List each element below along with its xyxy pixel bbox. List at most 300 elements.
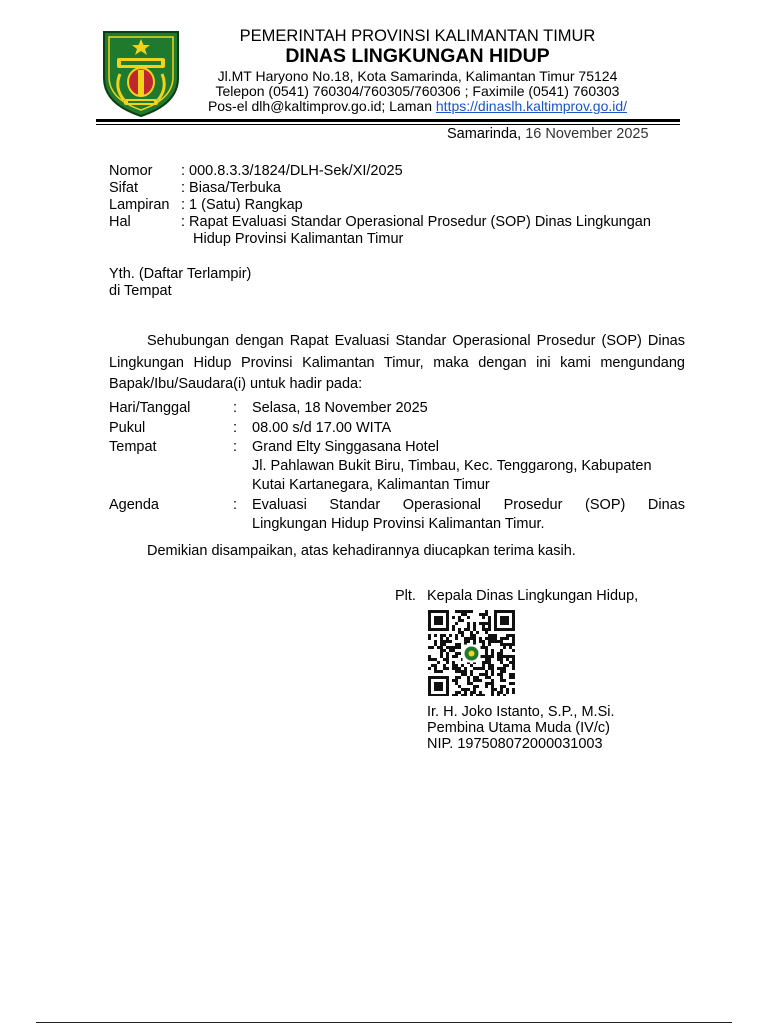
qr-module bbox=[488, 667, 491, 670]
qr-module bbox=[497, 658, 500, 661]
qr-module bbox=[500, 670, 503, 673]
qr-module bbox=[488, 625, 491, 628]
qr-module bbox=[428, 658, 431, 661]
qr-module bbox=[458, 646, 461, 649]
qr-module bbox=[464, 688, 467, 691]
qr-module bbox=[452, 655, 455, 658]
qr-module bbox=[443, 640, 446, 643]
qr-module bbox=[494, 634, 497, 637]
qr-module bbox=[512, 634, 515, 637]
qr-module bbox=[491, 640, 494, 643]
qr-module bbox=[476, 694, 479, 696]
qr-module bbox=[434, 667, 437, 670]
qr-module bbox=[455, 652, 458, 655]
qr-module bbox=[512, 664, 515, 667]
qr-module bbox=[485, 673, 488, 676]
qr-module bbox=[479, 673, 482, 676]
qr-module bbox=[470, 673, 473, 676]
qr-module bbox=[473, 688, 476, 691]
qr-module bbox=[470, 670, 473, 673]
qr-module bbox=[488, 676, 491, 679]
qr-module bbox=[476, 685, 479, 688]
qr-module bbox=[443, 658, 446, 661]
qr-module bbox=[476, 679, 479, 682]
qr-module bbox=[452, 664, 455, 667]
qr-module bbox=[455, 667, 458, 670]
qr-module bbox=[479, 694, 482, 696]
qr-module bbox=[455, 679, 458, 682]
qr-module bbox=[500, 658, 503, 661]
qr-module bbox=[488, 658, 491, 661]
qr-module bbox=[455, 646, 458, 649]
qr-module bbox=[434, 664, 437, 667]
signatory-name: Ir. H. Joko Istanto, S.P., M.Si. bbox=[427, 704, 615, 720]
qr-module bbox=[491, 685, 494, 688]
qr-module bbox=[509, 682, 512, 685]
recipient-line2: di Tempat bbox=[109, 283, 172, 299]
sifat-value: : Biasa/Terbuka bbox=[181, 180, 281, 196]
qr-module bbox=[461, 634, 464, 637]
qr-module bbox=[464, 673, 467, 676]
qr-module bbox=[467, 622, 470, 625]
qr-module bbox=[446, 667, 449, 670]
qr-module bbox=[512, 691, 515, 694]
signatory-nip: NIP. 197508072000031003 bbox=[427, 736, 603, 752]
qr-module bbox=[485, 622, 488, 625]
qr-module bbox=[467, 628, 470, 631]
qr-module bbox=[509, 634, 512, 637]
qr-finder bbox=[434, 682, 443, 691]
qr-module bbox=[488, 634, 491, 637]
qr-module bbox=[491, 694, 494, 696]
qr-module bbox=[464, 637, 467, 640]
qr-module bbox=[479, 613, 482, 616]
qr-module bbox=[482, 616, 485, 619]
qr-module bbox=[485, 646, 488, 649]
qr-module bbox=[455, 655, 458, 658]
qr-module bbox=[482, 622, 485, 625]
qr-module bbox=[449, 646, 452, 649]
nomor-value: : 000.8.3.3/1824/DLH-Sek/XI/2025 bbox=[181, 163, 403, 179]
qr-module bbox=[437, 661, 440, 664]
qr-module bbox=[467, 625, 470, 628]
nomor-label: Nomor bbox=[109, 163, 153, 179]
qr-module bbox=[464, 613, 467, 616]
qr-module bbox=[485, 652, 488, 655]
tempat-label: Tempat bbox=[109, 439, 157, 455]
qr-module bbox=[461, 631, 464, 634]
qr-module bbox=[497, 691, 500, 694]
qr-module bbox=[440, 640, 443, 643]
qr-module bbox=[497, 640, 500, 643]
qr-module bbox=[458, 619, 461, 622]
qr-module bbox=[449, 649, 452, 652]
qr-module bbox=[482, 643, 485, 646]
letterhead-government: PEMERINTAH PROVINSI KALIMANTAN TIMUR bbox=[239, 27, 596, 45]
qr-module bbox=[491, 688, 494, 691]
qr-module bbox=[485, 682, 488, 685]
qr-module bbox=[482, 661, 485, 664]
qr-module bbox=[482, 694, 485, 696]
qr-module bbox=[473, 685, 476, 688]
letterhead-contact bbox=[190, 98, 645, 114]
pukul-colon: : bbox=[233, 420, 238, 436]
qr-module bbox=[491, 679, 494, 682]
qr-module bbox=[458, 631, 461, 634]
qr-module bbox=[440, 655, 443, 658]
qr-module bbox=[485, 649, 488, 652]
qr-module bbox=[452, 625, 455, 628]
qr-module bbox=[500, 688, 503, 691]
qr-module bbox=[488, 640, 491, 643]
date-value: 16 November 2025 bbox=[525, 126, 649, 142]
qr-module bbox=[506, 643, 509, 646]
qr-module bbox=[506, 637, 509, 640]
qr-module bbox=[461, 610, 464, 613]
qr-module bbox=[482, 613, 485, 616]
qr-module bbox=[473, 691, 476, 694]
qr-module bbox=[449, 634, 452, 637]
website-link[interactable]: https://dinaslh.kaltimprov.go.id/ bbox=[435, 98, 628, 114]
qr-module bbox=[491, 634, 494, 637]
qr-module bbox=[488, 664, 491, 667]
qr-module bbox=[482, 640, 485, 643]
qr-module bbox=[509, 676, 512, 679]
agenda-colon: : bbox=[233, 497, 238, 513]
qr-module bbox=[488, 682, 491, 685]
qr-module bbox=[434, 670, 437, 673]
qr-module bbox=[497, 652, 500, 655]
qr-module bbox=[485, 628, 488, 631]
qr-module bbox=[485, 676, 488, 679]
date-city: Samarinda, bbox=[447, 126, 522, 142]
qr-module bbox=[485, 631, 488, 634]
qr-module bbox=[494, 637, 497, 640]
qr-module bbox=[506, 655, 509, 658]
qr-module bbox=[452, 649, 455, 652]
qr-module bbox=[455, 694, 458, 696]
qr-module bbox=[473, 625, 476, 628]
qr-module bbox=[503, 694, 506, 696]
qr-module bbox=[482, 628, 485, 631]
qr-module bbox=[440, 637, 443, 640]
signature-prefix: Plt. bbox=[395, 588, 416, 604]
qr-module bbox=[491, 664, 494, 667]
qr-module bbox=[500, 691, 503, 694]
qr-module bbox=[470, 664, 473, 667]
qr-module bbox=[467, 616, 470, 619]
qr-module bbox=[500, 673, 503, 676]
hari-tanggal-label: Hari/Tanggal bbox=[109, 400, 191, 416]
qr-module bbox=[434, 640, 437, 643]
qr-module bbox=[455, 676, 458, 679]
qr-module bbox=[467, 676, 470, 679]
qr-module bbox=[503, 670, 506, 673]
qr-module bbox=[476, 667, 479, 670]
qr-module bbox=[488, 619, 491, 622]
qr-module bbox=[488, 637, 491, 640]
qr-module bbox=[434, 634, 437, 637]
qr-module bbox=[491, 637, 494, 640]
qr-module bbox=[458, 616, 461, 619]
qr-module bbox=[467, 640, 470, 643]
qr-module bbox=[497, 655, 500, 658]
qr-module bbox=[455, 670, 458, 673]
letter-date bbox=[447, 126, 649, 142]
qr-module bbox=[500, 676, 503, 679]
qr-module bbox=[485, 661, 488, 664]
qr-module bbox=[485, 685, 488, 688]
qr-module bbox=[452, 661, 455, 664]
kalimantan-timur-crest-logo bbox=[100, 26, 182, 118]
qr-module bbox=[500, 643, 503, 646]
qr-module bbox=[485, 610, 488, 613]
qr-module bbox=[473, 640, 476, 643]
qr-module bbox=[464, 628, 467, 631]
qr-module bbox=[500, 649, 503, 652]
qr-module bbox=[461, 673, 464, 676]
qr-module bbox=[491, 673, 494, 676]
pukul-value: 08.00 s/d 17.00 WITA bbox=[252, 420, 392, 436]
qr-module bbox=[455, 664, 458, 667]
qr-module bbox=[479, 691, 482, 694]
qr-module bbox=[491, 667, 494, 670]
qr-module bbox=[470, 631, 473, 634]
qr-module bbox=[485, 658, 488, 661]
qr-module bbox=[485, 655, 488, 658]
qr-module bbox=[479, 637, 482, 640]
qr-module bbox=[500, 655, 503, 658]
qr-module bbox=[452, 616, 455, 619]
qr-module bbox=[470, 682, 473, 685]
qr-module bbox=[512, 673, 515, 676]
qr-module bbox=[491, 682, 494, 685]
qr-module bbox=[488, 622, 491, 625]
qr-module bbox=[470, 637, 473, 640]
qr-module bbox=[461, 664, 464, 667]
qr-module bbox=[488, 616, 491, 619]
qr-module bbox=[512, 682, 515, 685]
qr-module bbox=[455, 691, 458, 694]
signature-title: Kepala Dinas Lingkungan Hidup, bbox=[427, 588, 639, 604]
qr-module bbox=[467, 610, 470, 613]
qr-module bbox=[428, 667, 431, 670]
qr-module bbox=[461, 694, 464, 696]
qr-module bbox=[512, 667, 515, 670]
qr-module bbox=[473, 637, 476, 640]
qr-module bbox=[473, 679, 476, 682]
qr-module bbox=[452, 646, 455, 649]
qr-module bbox=[467, 679, 470, 682]
qr-module bbox=[506, 691, 509, 694]
qr-module bbox=[506, 634, 509, 637]
qr-module bbox=[431, 658, 434, 661]
qr-module bbox=[446, 655, 449, 658]
qr-module bbox=[437, 646, 440, 649]
letterhead-thick-rule bbox=[96, 119, 680, 122]
qr-module bbox=[431, 646, 434, 649]
qr-module bbox=[479, 679, 482, 682]
qr-module bbox=[440, 643, 443, 646]
qr-module bbox=[467, 682, 470, 685]
qr-module bbox=[458, 652, 461, 655]
qr-module bbox=[437, 670, 440, 673]
letterhead-thin-rule bbox=[96, 124, 680, 125]
qr-module bbox=[464, 610, 467, 613]
qr-module bbox=[446, 640, 449, 643]
qr-module bbox=[431, 664, 434, 667]
qr-module bbox=[506, 664, 509, 667]
signature-qr-code-icon bbox=[428, 610, 518, 696]
qr-module bbox=[455, 637, 458, 640]
agenda-value-line1: Evaluasi Standar Operasional Prosedur (SOP) Dinas bbox=[252, 497, 685, 513]
qr-module bbox=[458, 685, 461, 688]
qr-module bbox=[500, 640, 503, 643]
lampiran-value: : 1 (Satu) Rangkap bbox=[181, 197, 303, 213]
qr-module bbox=[512, 658, 515, 661]
qr-module bbox=[509, 643, 512, 646]
qr-module bbox=[443, 664, 446, 667]
hari-tanggal-value: Selasa, 18 November 2025 bbox=[252, 400, 428, 416]
qr-module bbox=[482, 655, 485, 658]
letterhead-agency: DINAS LINGKUNGAN HIDUP bbox=[285, 45, 550, 67]
qr-module bbox=[512, 655, 515, 658]
qr-module bbox=[446, 652, 449, 655]
qr-module bbox=[500, 679, 503, 682]
qr-module bbox=[440, 670, 443, 673]
qr-module bbox=[476, 676, 479, 679]
qr-module bbox=[440, 649, 443, 652]
qr-module bbox=[500, 652, 503, 655]
letterhead-phone: Telepon (0541) 760304/760305/760306 ; Faximile (0541) 760303 bbox=[215, 83, 620, 99]
sifat-label: Sifat bbox=[109, 180, 139, 196]
qr-module bbox=[467, 637, 470, 640]
qr-module bbox=[482, 667, 485, 670]
qr-module bbox=[512, 640, 515, 643]
qr-module bbox=[452, 628, 455, 631]
qr-module bbox=[491, 652, 494, 655]
qr-module bbox=[458, 643, 461, 646]
qr-module bbox=[428, 634, 431, 637]
qr-module bbox=[506, 688, 509, 691]
qr-module bbox=[473, 676, 476, 679]
qr-module bbox=[485, 670, 488, 673]
signatory-rank: Pembina Utama Muda (IV/c) bbox=[427, 720, 610, 736]
qr-module bbox=[458, 691, 461, 694]
qr-module bbox=[503, 643, 506, 646]
qr-module bbox=[455, 634, 458, 637]
qr-module bbox=[491, 649, 494, 652]
qr-module bbox=[455, 643, 458, 646]
qr-module bbox=[473, 667, 476, 670]
qr-logo-center bbox=[469, 651, 475, 657]
qr-module bbox=[506, 658, 509, 661]
qr-module bbox=[464, 694, 467, 696]
qr-module bbox=[452, 694, 455, 696]
qr-module bbox=[494, 640, 497, 643]
qr-module bbox=[503, 646, 506, 649]
qr-module bbox=[512, 688, 515, 691]
recipient-line1: Yth. (Daftar Terlampir) bbox=[109, 266, 252, 282]
qr-module bbox=[461, 613, 464, 616]
qr-module bbox=[464, 691, 467, 694]
qr-module bbox=[461, 670, 464, 673]
qr-module bbox=[458, 610, 461, 613]
qr-module bbox=[443, 667, 446, 670]
qr-module bbox=[512, 637, 515, 640]
tempat-value-line2: Jl. Pahlawan Bukit Biru, Timbau, Kec. Tenggarong, Kabupaten bbox=[252, 458, 652, 474]
qr-module bbox=[512, 649, 515, 652]
qr-module bbox=[440, 652, 443, 655]
qr-module bbox=[446, 658, 449, 661]
qr-module bbox=[503, 685, 506, 688]
qr-module bbox=[428, 655, 431, 658]
qr-module bbox=[470, 634, 473, 637]
qr-module bbox=[470, 610, 473, 613]
qr-module bbox=[455, 682, 458, 685]
qr-module bbox=[497, 667, 500, 670]
qr-module bbox=[461, 688, 464, 691]
qr-module bbox=[497, 673, 500, 676]
qr-module bbox=[464, 667, 467, 670]
qr-module bbox=[512, 661, 515, 664]
hal-value-line1: : Rapat Evaluasi Standar Operasional Prosedur (SOP) Dinas Lingkungan bbox=[181, 214, 651, 230]
qr-module bbox=[458, 676, 461, 679]
qr-module bbox=[500, 685, 503, 688]
qr-module bbox=[494, 688, 497, 691]
qr-module bbox=[470, 691, 473, 694]
qr-module bbox=[455, 622, 458, 625]
body-paragraph: Sehubungan dengan Rapat Evaluasi Standar Operasional Prosedur (SOP) Dinas Lingkungan Hidup Provinsi Kalimantan Timur, maka dengan ini kami mengundang Bapak/Ibu/Saudara(i) untuk hadir pada: bbox=[109, 333, 685, 392]
qr-module bbox=[443, 649, 446, 652]
qr-module bbox=[509, 661, 512, 664]
qr-module bbox=[509, 673, 512, 676]
qr-finder bbox=[434, 616, 443, 625]
qr-module bbox=[434, 643, 437, 646]
qr-module bbox=[458, 670, 461, 673]
qr-module bbox=[458, 628, 461, 631]
tempat-value-line1: Grand Elty Singgasana Hotel bbox=[252, 439, 439, 455]
qr-module bbox=[434, 658, 437, 661]
agenda-value-line2: Lingkungan Hidup Provinsi Kalimantan Timur. bbox=[252, 516, 545, 532]
hal-label: Hal bbox=[109, 214, 131, 230]
qr-module bbox=[491, 691, 494, 694]
qr-module bbox=[497, 694, 500, 696]
qr-module bbox=[452, 667, 455, 670]
qr-module bbox=[509, 646, 512, 649]
qr-module bbox=[488, 661, 491, 664]
qr-module bbox=[446, 637, 449, 640]
qr-module bbox=[440, 634, 443, 637]
qr-module bbox=[491, 655, 494, 658]
qr-module bbox=[500, 667, 503, 670]
qr-module bbox=[452, 679, 455, 682]
qr-module bbox=[482, 664, 485, 667]
qr-finder bbox=[500, 616, 509, 625]
qr-module bbox=[428, 646, 431, 649]
qr-module bbox=[446, 661, 449, 664]
agenda-label: Agenda bbox=[109, 497, 159, 513]
qr-module bbox=[470, 694, 473, 696]
tempat-value-line3: Kutai Kartanegara, Kalimantan Timur bbox=[252, 477, 490, 493]
qr-module bbox=[488, 655, 491, 658]
qr-module bbox=[488, 643, 491, 646]
qr-module bbox=[509, 655, 512, 658]
qr-module bbox=[512, 643, 515, 646]
qr-module bbox=[512, 676, 515, 679]
qr-module bbox=[473, 622, 476, 625]
letterhead-address: Jl.MT Haryono No.18, Kota Samarinda, Kalimantan Timur 75124 bbox=[217, 68, 618, 84]
